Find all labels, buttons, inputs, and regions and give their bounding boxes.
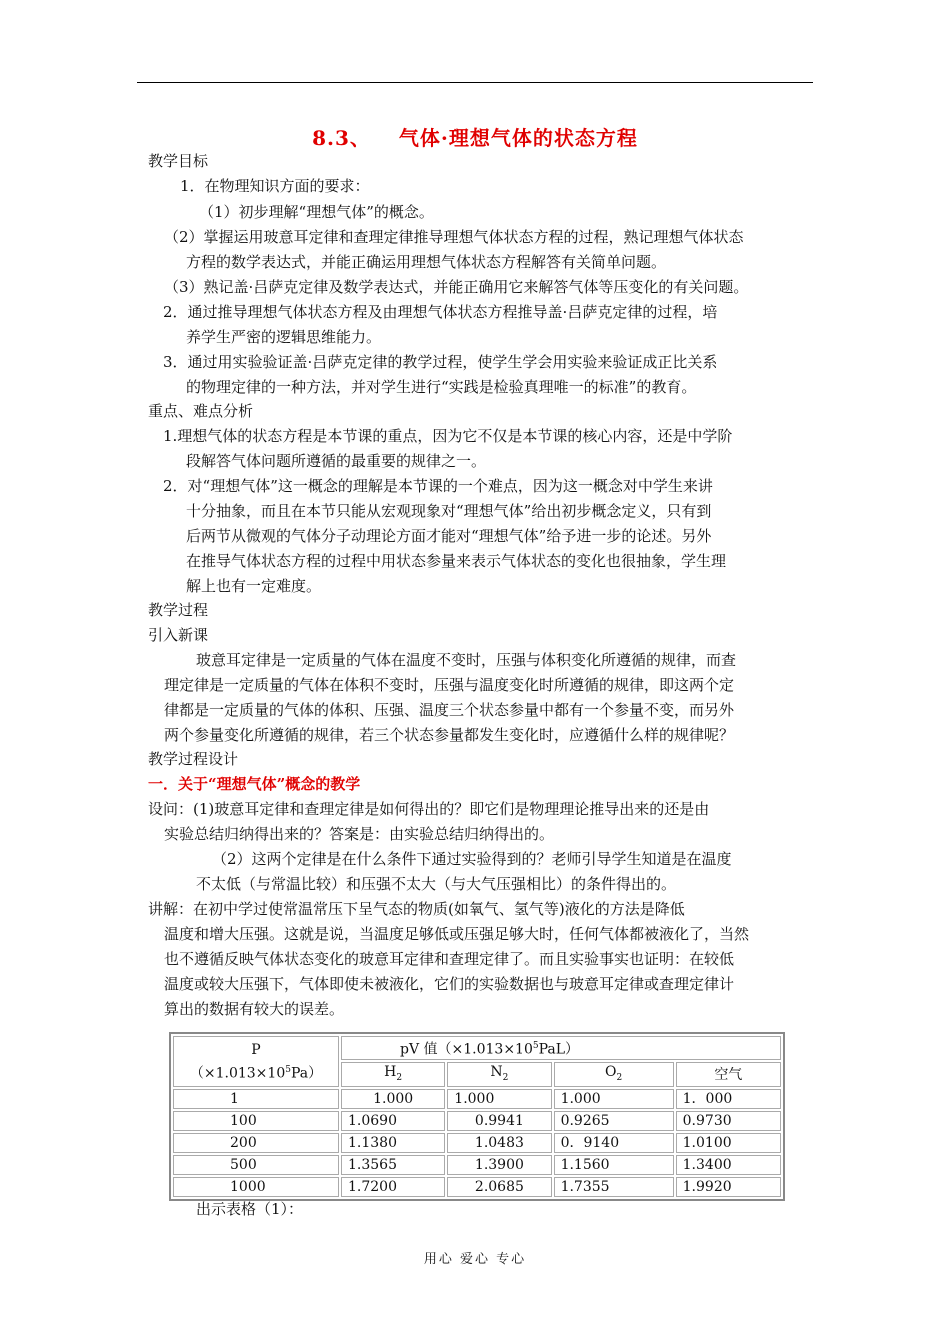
question-1-line1: 设问：(1)玻意耳定律和查理定律是如何得出的？即它们是物理理论推导出来的还是由 [148,800,710,818]
question-2-line2: 不太低（与常温比较）和压强不太大（与大气压强相比）的条件得出的。 [196,875,677,893]
intro-heading: 引入新课 [148,626,209,644]
cell-h2: 1.0690 [341,1111,445,1131]
cell-air: 1．000 [676,1089,781,1109]
goal-1a: （1）初步理解“理想气体”的概念。 [199,203,434,221]
key-2-line2: 十分抽象，而且在本节只能从宏观现象对“理想气体”给出初步概念定义，只有到 [186,502,712,520]
table-row [173,1133,781,1153]
explain-line2: 温度和增大压强。这就是说，当温度足够低或压强足够大时，任何气体都被液化了，当然 [164,925,750,943]
cell-p: 200 [173,1133,339,1153]
cell-n2: 2.0685 [447,1177,551,1197]
cell-o2: 1.7355 [554,1177,674,1197]
explain-line5: 算出的数据有较大的误差。 [164,1000,345,1018]
explain-line4: 温度或较大压强下，气体即使未被液化，它们的实验数据也与玻意耳定律或查理定律计 [164,975,735,993]
intro-line1: 玻意耳定律是一定质量的气体在温度不变时，压强与体积变化所遵循的规律，而查 [196,651,737,669]
cell-o2: 1.1560 [554,1155,674,1175]
cell-p: 100 [173,1111,339,1131]
cell-n2: 1.3900 [447,1155,551,1175]
cell-h2: 1.7200 [341,1177,445,1197]
pressure-header [173,1036,339,1087]
key-2-line1: 2．对“理想气体”这一概念的理解是本节课的一个难点，因为这一概念对中学生来讲 [163,477,713,495]
title-number: 8.3、 [312,126,371,150]
cell-air: 0.9730 [676,1111,781,1131]
goals-heading: 教学目标 [148,152,209,170]
goal-1b-line2: 方程的数学表达式，并能正确运用理想气体状态方程解答有关简单问题。 [186,253,667,271]
question-1-line2: 实验总结归纳得出来的？答案是：由实验总结归纳得出的。 [164,825,555,843]
key-2-line4: 在推导气体状态方程的过程中用状态参量来表示气体状态的变化也很抽象，学生理 [186,552,727,570]
key-2-line3: 后两节从微观的气体分子动理论方面才能对“理想气体”给予进一步的论述。另外 [186,527,712,545]
key-1-line1: 1.理想气体的状态方程是本节课的重点，因为它不仅是本节课的核心内容，还是中学阶 [163,427,733,445]
explain-line3: 也不遵循反映气体状态变化的玻意耳定律和查理定律了。而且实验事实也证明：在较低 [164,950,735,968]
cell-n2: 0.9941 [447,1111,551,1131]
cell-n2: 1.000 [447,1089,551,1109]
cell-air: 1.3400 [676,1155,781,1175]
gas-n2-header: $N_2$ [447,1062,551,1088]
process-heading: 教学过程 [148,601,209,619]
cell-p: 500 [173,1155,339,1175]
gas-o2-header: $O_2$ [554,1062,674,1088]
goal-3-line2: 的物理定律的一种方法，并对学生进行“实践是检验真理唯一的标准”的教育。 [186,378,697,396]
table-row [173,1089,781,1109]
intro-line3: 律都是一定质量的气体的体积、压强、温度三个状态参量中都有一个参量不变，而另外 [164,701,735,719]
header-rule [137,82,813,83]
goal-2-line1: 2．通过推导理想气体状态方程及由理想气体状态方程推导盖·吕萨克定律的过程，培 [163,303,718,321]
key-2-line5: 解上也有一定难度。 [186,577,322,595]
pv-data-table [169,1032,785,1201]
pv-header: pV 值$(\times 1.013\times 10^5PaL)$ [341,1036,781,1060]
cell-n2: 1.0483 [447,1133,551,1153]
table-caption: 出示表格（1）： [196,1200,304,1218]
key-points-heading: 重点、难点分析 [148,402,254,420]
table-row [173,1177,781,1197]
page-title [0,122,950,151]
question-2-line1: （2）这两个定律是在什么条件下通过实验得到的？老师引导学生知道是在温度 [212,850,732,868]
table-row [173,1155,781,1175]
cell-h2: 1.000 [341,1089,445,1109]
intro-line4: 两个参量变化所遵循的规律，若三个状态参量都发生变化时，应遵循什么样的规律呢？ [164,726,735,744]
key-1-line2: 段解答气体问题所遵循的最重要的规律之一。 [186,452,487,470]
pressure-symbol: P [251,1041,261,1058]
design-heading: 教学过程设计 [148,750,239,768]
cell-p: 1 [173,1089,339,1109]
title-text: 气体·理想气体的状态方程 [398,126,638,150]
explain-line1: 讲解：在初中学过使常温常压下呈气态的物质(如氧气、氢气等)液化的方法是降低 [148,900,685,918]
cell-h2: 1.3565 [341,1155,445,1175]
goal-1c: （3）熟记盖·吕萨克定律及数学表达式，并能正确用它来解答气体等压变化的有关问题。 [164,278,749,296]
gas-air-header: 空气 [676,1062,781,1088]
section-1-heading: 一．关于“理想气体”概念的教学 [148,775,361,793]
cell-air: 1.0100 [676,1133,781,1153]
goal-3-line1: 3．通过用实验验证盖·吕萨克定律的教学过程，使学生学会用实验来验证成正比关系 [163,353,718,371]
table-header-row [173,1036,781,1060]
cell-p: 1000 [173,1177,339,1197]
gas-h2-header: $H_2$ [341,1062,445,1088]
pressure-unit: $(\times 1.013\times 10^5Pa)$ [189,1064,323,1082]
cell-h2: 1.1380 [341,1133,445,1153]
cell-o2: 1.000 [554,1089,674,1109]
cell-o2: 0．9140 [554,1133,674,1153]
goal-1b-line1: （2）掌握运用玻意耳定律和查理定律推导理想气体状态方程的过程，熟记理想气体状态 [164,228,744,246]
goal-2-line2: 养学生严密的逻辑思维能力。 [186,328,382,346]
cell-o2: 0.9265 [554,1111,674,1131]
intro-line2: 理定律是一定质量的气体在体积不变时，压强与温度变化时所遵循的规律，即这两个定 [164,676,735,694]
page-footer: 用心 爱心 专心 [423,1252,527,1267]
goal-1: 1．在物理知识方面的要求： [180,177,370,195]
table-row [173,1111,781,1131]
cell-air: 1.9920 [676,1177,781,1197]
